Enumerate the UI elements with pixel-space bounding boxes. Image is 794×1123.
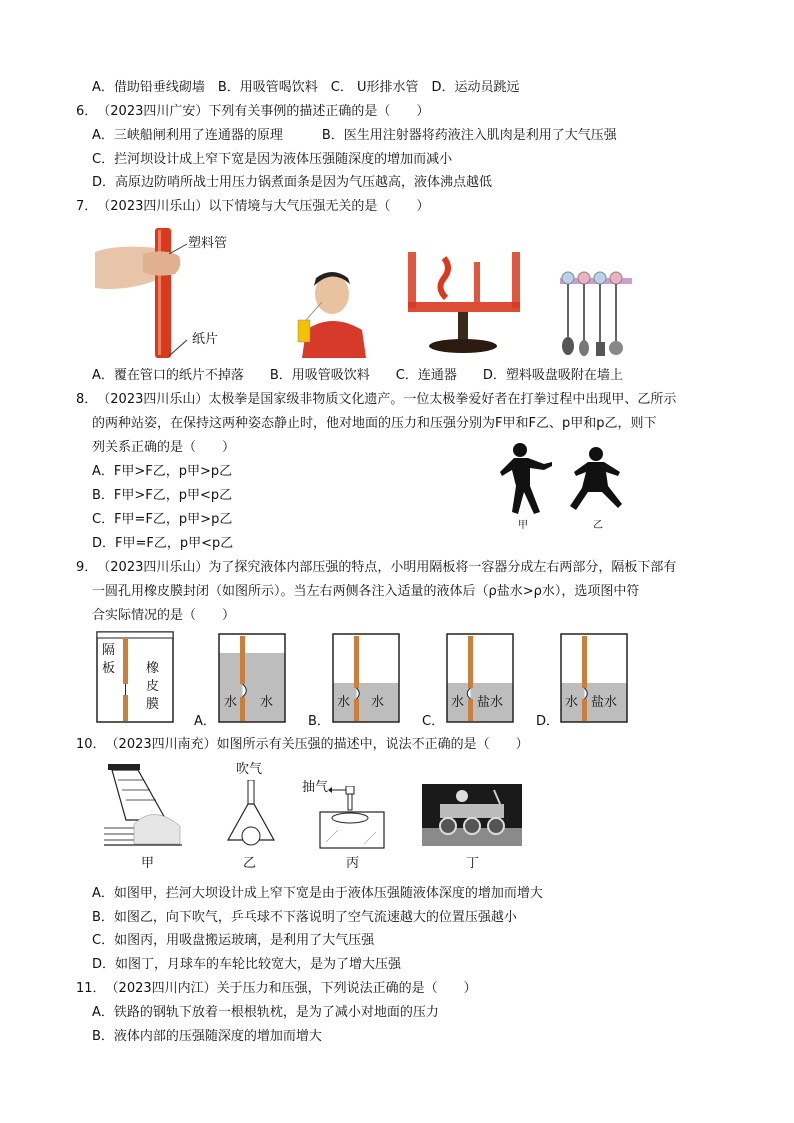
q8-stem-line2: 的两种站姿，在保持这两种姿态静止时，他对地面的压力和压强分别为F甲和F乙、p甲和p乙，则下 <box>92 416 657 431</box>
q10-fig-bing-suction-glass <box>318 786 388 852</box>
q10-option-d: D．如图丁，月球车的车轮比较宽大，是为了增大压强 <box>92 957 402 972</box>
q9-stem-line2: 一圆孔用橡皮膜封闭（如图所示）。当左右两侧各注入适量的液体后（ρ盐水>ρ水），选项图中符 <box>92 584 640 599</box>
q10-option-a: A．如图甲，拦河大坝设计成上窄下宽是由于液体压强随液体深度的增加而增大 <box>92 886 543 901</box>
q8-option-b: B．F甲>F乙，p甲<p乙 <box>92 488 233 503</box>
q8-fig-yi-silhouette <box>568 446 624 516</box>
q8-option-a: A．F甲>F乙，p甲>p乙 <box>92 464 233 479</box>
q8-option-d: D．F甲=F乙，p甲<p乙 <box>92 536 234 551</box>
q9-a-left-liquid: 水 <box>224 695 238 710</box>
q9-c-left-liquid: 水 <box>451 695 465 710</box>
q9-option-b-label[interactable]: B． <box>308 714 330 729</box>
q9-d-right-liquid: 盐水 <box>591 695 618 710</box>
q8-stem-line3: 列关系正确的是（ ） <box>92 440 236 455</box>
q7-label-tube: 塑料管 <box>188 236 228 251</box>
q8-fig-jia-label: 甲 <box>518 520 528 531</box>
q6-option-d: D．高原边防哨所战士用压力锅煮面条是因为气压越高，液体沸点越低 <box>92 175 493 190</box>
q9-option-c-label[interactable]: C． <box>422 714 445 729</box>
q9-option-d-label[interactable]: D． <box>536 714 560 729</box>
q7-label-paper: 纸片 <box>192 332 219 347</box>
q9-label-xiang: 橡 <box>146 661 160 676</box>
q9-label-ban: 板 <box>102 661 116 676</box>
q9-label-ge: 隔 <box>102 643 116 658</box>
q9-stem-line3: 合实际情况的是（ ） <box>92 608 236 623</box>
q10-label-blow: 吹气 <box>236 762 263 777</box>
q9-b-left-liquid: 水 <box>337 695 351 710</box>
q10-label-suck: 抽气 <box>302 780 329 795</box>
q7-stem: 7． （2023四川乐山）以下情境与大气压强无关的是（ ） <box>76 199 430 214</box>
q9-option-a-label[interactable]: A． <box>194 714 216 729</box>
q10-stem: 10． （2023四川南充）如图所示有关压强的描述中，说法不正确的是（ ） <box>76 737 529 752</box>
q11-stem: 11． （2023四川内江）关于压力和压强，下列说法正确的是（ ） <box>76 981 477 996</box>
q9-a-right-liquid: 水 <box>260 695 274 710</box>
q9-label-mo: 膜 <box>146 697 160 712</box>
q10-fig-bing-label: 丙 <box>346 856 360 871</box>
q6-option-c: C．拦河坝设计成上窄下宽是因为液体压强随深度的增加而减小 <box>92 152 453 167</box>
q10-fig-jia-dam <box>104 764 182 848</box>
q10-fig-jia-label: 甲 <box>141 856 155 871</box>
q10-option-b: B．如图乙，向下吹气，乒乓球不下落说明了空气流速越大的位置压强越小 <box>92 910 517 925</box>
q7-fig-d-suction-hooks <box>558 270 634 358</box>
q10-fig-yi-funnel <box>222 780 282 852</box>
q10-fig-ding-lunar-rover <box>422 784 522 846</box>
q8-option-c: C．F甲=F乙，p甲>p乙 <box>92 512 233 527</box>
q8-stem-line1: 8． （2023四川乐山）太极拳是国家级非物质文化遗产。一位太极拳爱好者在打拳过程中出现甲、乙所示 <box>76 392 677 407</box>
q7-options: A．覆在管口的纸片不掉落 B．用吸管吸饮料 C．连通器 D．塑料吸盘吸附在墙上 <box>92 368 623 383</box>
q9-label-pi: 皮 <box>146 679 160 694</box>
q10-option-c: C．如图丙，用吸盘搬运玻璃，是利用了大气压强 <box>92 933 375 948</box>
q10-fig-ding-label: 丁 <box>466 856 480 871</box>
q8-fig-jia-silhouette <box>500 442 556 516</box>
q11-option-a: A．铁路的钢轨下放着一根根轨枕，是为了减小对地面的压力 <box>92 1005 439 1020</box>
q7-fig-b-child <box>292 268 374 358</box>
q6-option-ab: A．三峡船闸利用了连通器的原理 B．医生用注射器将药液注入肌肉是利用了大气压强 <box>92 128 617 143</box>
q9-d-left-liquid: 水 <box>565 695 579 710</box>
q5-options: A．借助铅垂线砌墙 B．用吸管喝饮料 C． U形排水管 D．运动员跳远 <box>92 80 520 95</box>
q9-c-right-liquid: 盐水 <box>477 695 504 710</box>
q8-fig-yi-label: 乙 <box>593 520 603 531</box>
q9-stem-line1: 9． （2023四川乐山）为了探究液体内部压强的特点，小明用隔板将一容器分成左右两部分，隔板下部有 <box>76 560 677 575</box>
q6-stem: 6． （2023四川广安）下列有关事例的描述正确的是（ ） <box>76 104 430 119</box>
q10-fig-yi-label: 乙 <box>243 856 257 871</box>
q9-b-right-liquid: 水 <box>371 695 385 710</box>
q11-option-b: B．液体内部的压强随深度的增加而增大 <box>92 1029 322 1044</box>
q7-fig-c-vessel <box>400 248 530 358</box>
